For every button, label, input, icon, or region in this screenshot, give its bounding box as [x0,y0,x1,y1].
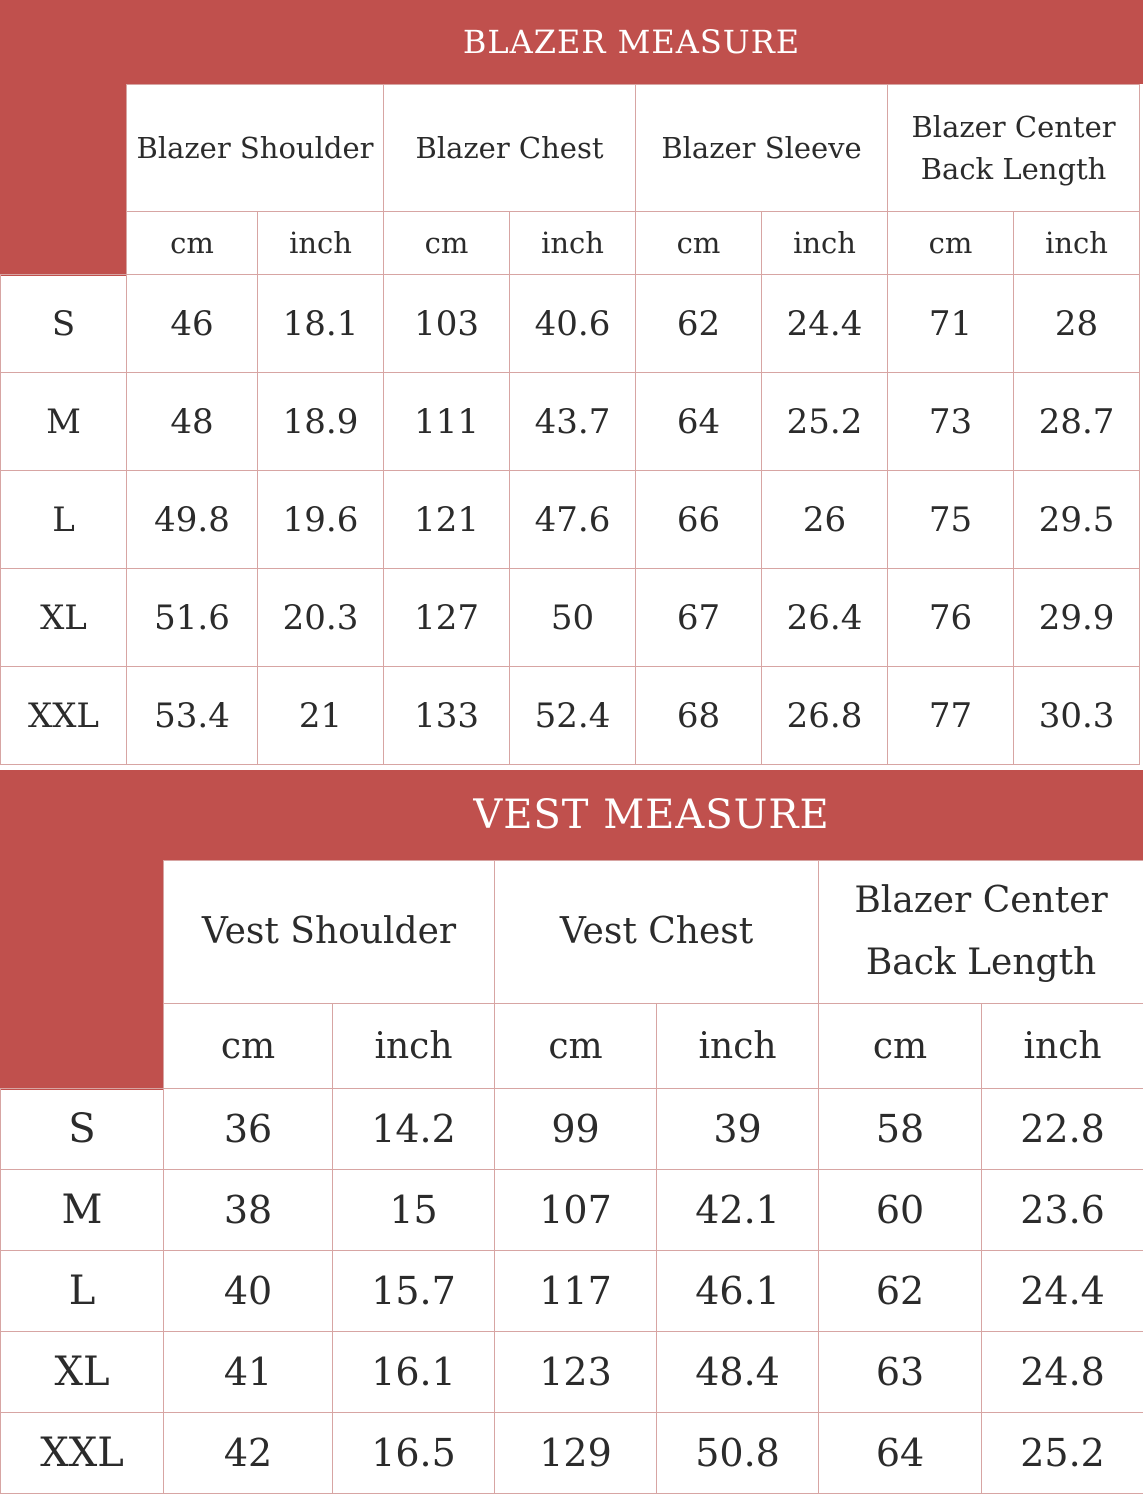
table-row [1,373,1140,471]
value-cell: 111 [384,373,510,471]
value-cell: 41 [164,1332,333,1413]
value-cell: 20.3 [258,569,384,667]
value-cell: 127 [384,569,510,667]
value-cell: 28 [1014,275,1140,373]
value-cell: 62 [636,275,762,373]
table-row [1,569,1140,667]
value-cell: 64 [636,373,762,471]
value-cell: 26 [762,471,888,569]
value-cell: 46.1 [657,1251,819,1332]
value-cell: 18.9 [258,373,384,471]
size-cell: S [1,1089,164,1170]
value-cell: 62 [819,1251,982,1332]
unit-cell: inch [1014,212,1140,275]
value-cell: 48 [127,373,258,471]
vest-chest-header: Vest Chest [495,861,819,1004]
value-cell: 60 [819,1170,982,1251]
value-cell: 117 [495,1251,657,1332]
value-cell: 16.5 [333,1413,495,1494]
unit-cell: cm [636,212,762,275]
vest-title: VEST MEASURE [0,770,1143,860]
value-cell: 75 [888,471,1014,569]
value-cell: 40 [164,1251,333,1332]
value-cell: 29.5 [1014,471,1140,569]
value-cell: 67 [636,569,762,667]
value-cell: 133 [384,667,510,765]
table-row [1,667,1140,765]
value-cell: 51.6 [127,569,258,667]
value-cell: 24.8 [982,1332,1143,1413]
value-cell: 48.4 [657,1332,819,1413]
value-cell: 16.1 [333,1332,495,1413]
value-cell: 50.8 [657,1413,819,1494]
value-cell: 107 [495,1170,657,1251]
size-cell: M [1,373,127,471]
size-cell: M [1,1170,164,1251]
vest-size-corner [1,861,164,1089]
value-cell: 38 [164,1170,333,1251]
table-row [1,1251,1143,1332]
value-cell: 58 [819,1089,982,1170]
value-cell: 36 [164,1089,333,1170]
value-cell: 50 [510,569,636,667]
blazer-back-length-header: Blazer Center Back Length [888,85,1140,212]
value-cell: 14.2 [333,1089,495,1170]
table-row [1,471,1140,569]
unit-cell: inch [982,1004,1143,1089]
size-cell: L [1,471,127,569]
unit-cell: inch [762,212,888,275]
value-cell: 40.6 [510,275,636,373]
value-cell: 22.8 [982,1089,1143,1170]
blazer-table [0,84,1140,765]
unit-cell: cm [888,212,1014,275]
unit-cell: cm [495,1004,657,1089]
unit-cell: cm [127,212,258,275]
value-cell: 21 [258,667,384,765]
value-cell: 123 [495,1332,657,1413]
value-cell: 52.4 [510,667,636,765]
value-cell: 19.6 [258,471,384,569]
value-cell: 121 [384,471,510,569]
value-cell: 15 [333,1170,495,1251]
value-cell: 24.4 [982,1251,1143,1332]
value-cell: 68 [636,667,762,765]
value-cell: 23.6 [982,1170,1143,1251]
size-cell: XXL [1,667,127,765]
value-cell: 25.2 [762,373,888,471]
size-cell: XL [1,1332,164,1413]
size-cell: XL [1,569,127,667]
value-cell: 64 [819,1413,982,1494]
value-cell: 42 [164,1413,333,1494]
value-cell: 43.7 [510,373,636,471]
vest-table-body [1,1089,1143,1494]
unit-cell: cm [384,212,510,275]
value-cell: 71 [888,275,1014,373]
value-cell: 63 [819,1332,982,1413]
table-row [1,1413,1143,1494]
unit-cell: inch [510,212,636,275]
table-row [1,1332,1143,1413]
value-cell: 42.1 [657,1170,819,1251]
vest-table [0,860,1143,1494]
table-row [1,1170,1143,1251]
value-cell: 47.6 [510,471,636,569]
blazer-title: BLAZER MEASURE [0,0,1143,84]
blazer-sleeve-header: Blazer Sleeve [636,85,888,212]
value-cell: 103 [384,275,510,373]
value-cell: 29.9 [1014,569,1140,667]
value-cell: 76 [888,569,1014,667]
value-cell: 73 [888,373,1014,471]
value-cell: 39 [657,1089,819,1170]
size-cell: S [1,275,127,373]
value-cell: 99 [495,1089,657,1170]
vest-section [0,770,1143,1500]
value-cell: 30.3 [1014,667,1140,765]
table-row [1,1089,1143,1170]
size-cell: XXL [1,1413,164,1494]
unit-cell: inch [657,1004,819,1089]
unit-cell: cm [164,1004,333,1089]
vest-back-length-header: Blazer Center Back Length [819,861,1143,1004]
size-cell: L [1,1251,164,1332]
value-cell: 28.7 [1014,373,1140,471]
blazer-size-corner [1,85,127,275]
blazer-table-body [1,275,1140,765]
unit-cell: cm [819,1004,982,1089]
value-cell: 77 [888,667,1014,765]
blazer-shoulder-header: Blazer Shoulder [127,85,384,212]
value-cell: 18.1 [258,275,384,373]
value-cell: 66 [636,471,762,569]
unit-cell: inch [258,212,384,275]
unit-cell: inch [333,1004,495,1089]
value-cell: 46 [127,275,258,373]
value-cell: 129 [495,1413,657,1494]
value-cell: 26.4 [762,569,888,667]
value-cell: 24.4 [762,275,888,373]
value-cell: 26.8 [762,667,888,765]
value-cell: 53.4 [127,667,258,765]
table-row [1,275,1140,373]
value-cell: 49.8 [127,471,258,569]
value-cell: 15.7 [333,1251,495,1332]
vest-shoulder-header: Vest Shoulder [164,861,495,1004]
value-cell: 25.2 [982,1413,1143,1494]
blazer-chest-header: Blazer Chest [384,85,636,212]
